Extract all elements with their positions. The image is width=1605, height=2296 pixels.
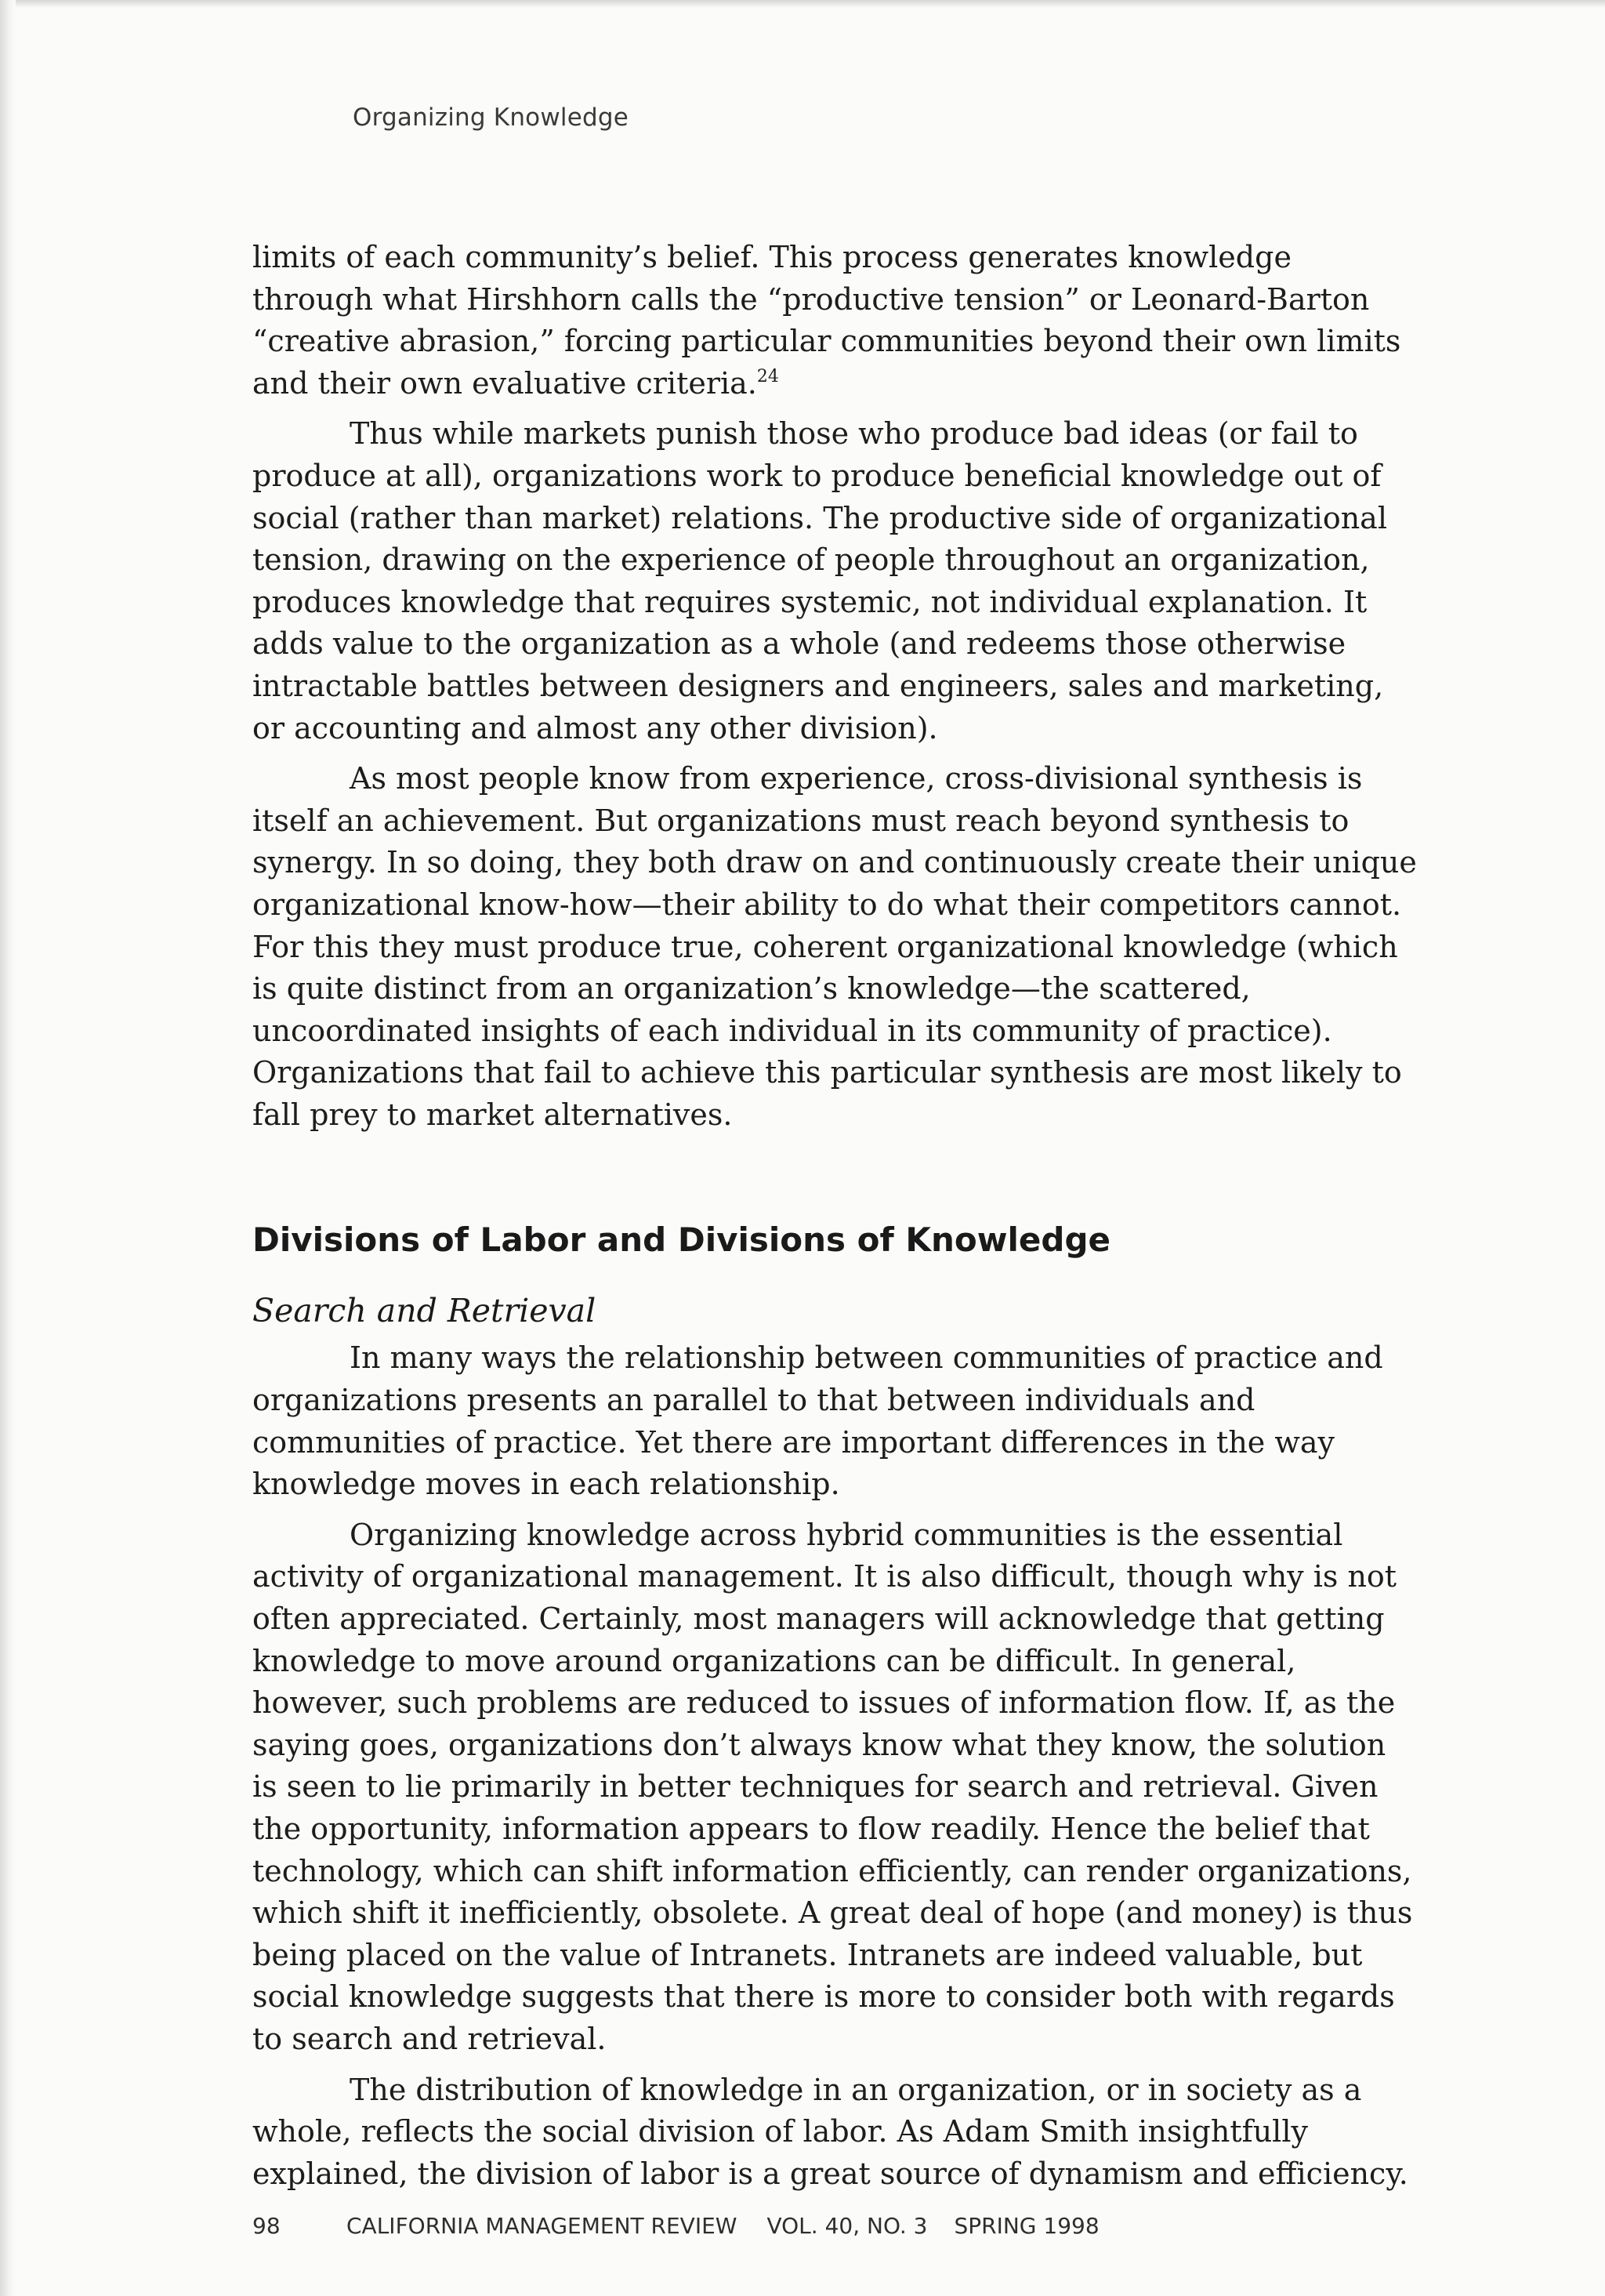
- running-head: Organizing Knowledge: [353, 103, 629, 132]
- page-footer: [252, 2213, 1100, 2239]
- paragraph-1: [252, 237, 1418, 404]
- scan-edge-left: [0, 0, 16, 2296]
- paragraph-6: The distribution of knowledge in an organization, or in society as a whole, reflects the social division of labor. As Adam Smith insightfully explained, the division of labor is a great source of dynamism and efficiency.: [252, 2072, 1408, 2191]
- journal-name: CALIFORNIA MANAGEMENT REVIEW: [346, 2213, 737, 2239]
- subsection-heading: Search and Retrieval: [252, 1292, 596, 1330]
- issue-info: SPRING 1998: [954, 2213, 1100, 2239]
- footnote-ref[interactable]: 24: [756, 366, 779, 386]
- page-number: 98: [252, 2213, 281, 2239]
- scan-edge-top: [0, 0, 1605, 8]
- paragraph-3: As most people know from experience, cross-divisional synthesis is itself an achievement. But organizations must reach beyond synthesis to synergy. In so doing, they both draw on and continuously create their unique organizational know-how—their ability to do what their competitors cannot. For this they must produce true, coherent organizational knowledge (which is quite distinct from an organization’s knowledge—the scattered, uncoordinated insights of each individual in its community of practice). Organizations that fail to achieve this particular synthesis are most likely to fall prey to market alternatives.: [252, 761, 1417, 1132]
- paragraph-5: Organizing knowledge across hybrid communities is the essential activity of organizational management. It is also difficult, though why is not often appreciated. Certainly, most managers will acknowledge that getting knowledge to move around organizations can be difficult. In general, however, such problems are reduced to issues of information flow. If, as the saying goes, organizations don’t always know what they know, the solution is seen to lie primarily in better techniques for search and retrieval. Given the opportunity, information appears to flow readily. Hence the belief that technology, which can shift information efficiently, can render organizations, which shift it inefficiently, obsolete. A great deal of hope (and money) is thus being placed on the value of Intranets. Intranets are indeed valuable, but social knowledge suggests that there is more to consider both with regards to search and retrieval.: [252, 1517, 1413, 2056]
- volume-info: VOL. 40, NO. 3: [766, 2213, 928, 2239]
- paragraph-2: Thus while markets punish those who produce bad ideas (or fail to produce at all), organizations work to produce beneficial knowledge out of social (rather than market) relations. The productive side of organizational tension, drawing on the experience of people throughout an organization, produces knowledge that requires systemic, not individual explanation. It adds value to the organization as a whole (and redeems those otherwise intractable battles between designers and engineers, sales and marketing, or accounting and almost any other division).: [252, 416, 1387, 745]
- paragraph-1-text: limits of each community’s belief. This process generates knowledge through what Hirshhorn calls the “productive tension” or Leonard-Barton “creative abrasion,” forcing particular communities beyond their own limits and their own evaluative criteria.: [252, 240, 1401, 401]
- article-body: [252, 237, 1418, 2195]
- paragraph-4: In many ways the relationship between communities of practice and organizations presents an parallel to that between individuals and communities of practice. Yet there are important differences in the way knowledge moves in each relationship.: [252, 1340, 1383, 1502]
- section-heading: Divisions of Labor and Divisions of Knowledge: [252, 1221, 1110, 1260]
